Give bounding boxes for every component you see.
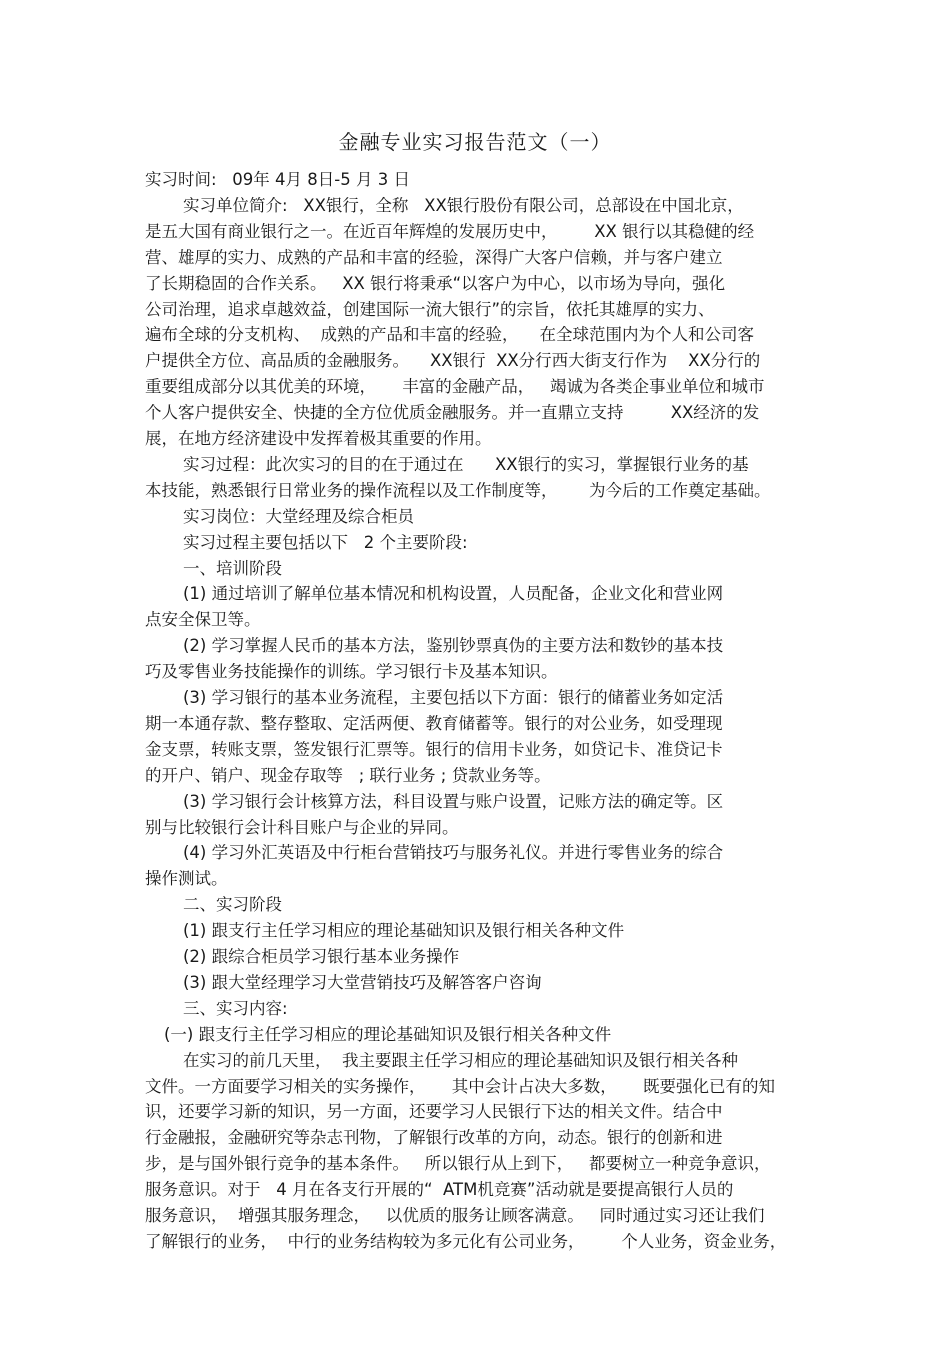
document-line: 巧及零售业务技能操作的训练。学习银行卡及基本知识。 <box>145 662 558 682</box>
document-line: 了解银行的业务， 中行的业务结构较为多元化有公司业务， 个人业务，资金业务， <box>145 1231 787 1251</box>
document-line: (1) 通过培训了解单位基本情况和机构设置，人员配备，企业文化和营业网 <box>183 584 724 604</box>
document-line: 个人客户提供安全、快捷的全方位优质金融服务。并一直鼎立支持 XX经济的发 <box>145 403 760 423</box>
document-line: 了长期稳固的合作关系。 XX 银行将秉承“以客户为中心，以市场为导向，强化 <box>145 273 726 293</box>
document-line: 三、实习内容: <box>183 998 288 1018</box>
document-line: 服务意识， 增强其服务理念， 以优质的服务让顾客满意。 同时通过实习还让我们 <box>145 1206 765 1225</box>
document-line: 是五大国有商业银行之一。在近百年辉煌的发展历史中， XX 银行以其稳健的经 <box>145 221 755 241</box>
document-line: 步，是与国外银行竞争的基本条件。 所以银行从上到下， 都要树立一种竞争意识， <box>145 1154 771 1174</box>
document-line: 点安全保卫等。 <box>145 610 261 630</box>
document-line: (3) 跟大堂经理学习大堂营销技巧及解答客户咨询 <box>183 972 542 992</box>
document-line: (3) 学习银行会计核算方法，科目设置与账户设置，记账方法的确定等。区 <box>183 791 724 811</box>
document-line: 行金融报，金融研究等杂志刊物，了解银行改革的方向，动态。银行的创新和进 <box>145 1128 723 1148</box>
document-line: 实习过程主要包括以下 2 个主要阶段: <box>183 532 468 552</box>
document-line: 操作测试。 <box>145 869 228 889</box>
document-line: 实习时间: 09年 4月 8日-5 月 3 日 <box>145 170 410 189</box>
document-line: 遍布全球的分支机构、 成熟的产品和丰富的经验， 在全球范围内为个人和公司客 <box>145 325 754 345</box>
document-line: 期一本通存款、整存整取、定活两便、教育储蓄等。银行的对公业务，如受理现 <box>145 713 723 733</box>
document-line: (一) 跟支行主任学习相应的理论基础知识及银行相关各种文件 <box>164 1024 612 1044</box>
document-line: (4) 学习外汇英语及中行柜台营销技巧与服务礼仪。并进行零售业务的综合 <box>183 843 724 863</box>
document-line: 一、培训阶段 <box>183 558 282 578</box>
document-line: (2) 跟综合柜员学习银行基本业务操作 <box>183 947 460 966</box>
document-line: 户提供全方位、高品质的金融服务。 XX银行 XX分行西大街支行作为 XX分行的 <box>145 351 761 371</box>
document-line: (3) 学习银行的基本业务流程，主要包括以下方面：银行的储蓄业务如定活 <box>183 688 724 707</box>
document-title: 金融专业实习报告范文（一） <box>338 130 612 154</box>
document-line: 重要组成部分以其优美的环境， 丰富的金融产品， 竭诚为各类企事业单位和城市 <box>145 377 765 397</box>
document-line: 公司治理，追求卓越效益，创建国际一流大银行”的宗旨，依托其雄厚的实力、 <box>145 299 715 319</box>
document-line: (1) 跟支行主任学习相应的理论基础知识及银行相关各种文件 <box>183 921 625 941</box>
document-line: 服务意识。对于 4 月在各支行开展的“ ATM机竞赛”活动就是要提高银行人员的 <box>145 1180 734 1200</box>
document-line: 在实习的前几天里， 我主要跟主任学习相应的理论基础知识及银行相关各种 <box>183 1050 738 1070</box>
document-line: 实习过程：此次实习的目的在于通过在 XX银行的实习，掌握银行业务的基 <box>183 454 749 474</box>
document-line: 二、实习阶段 <box>183 895 282 915</box>
document-line: 本技能，熟悉银行日常业务的操作流程以及工作制度等， 为今后的工作奠定基础。 <box>145 480 771 500</box>
document-line: 文件。一方面要学习相关的实务操作， 其中会计占决大多数， 既要强化已有的知 <box>145 1076 775 1096</box>
document-line: 实习岗位：大堂经理及综合柜员 <box>183 506 414 526</box>
document-line: 实习单位简介: XX银行，全称 XX银行股份有限公司，总部设在中国北京， <box>183 195 744 215</box>
document-line: 营、雄厚的实力、成熟的产品和丰富的经验，深得广大客户信赖，并与客户建立 <box>145 247 723 267</box>
document-line: 别与比较银行会计科目账户与企业的异同。 <box>145 817 459 837</box>
document-line: 金支票，转账支票，签发银行汇票等。银行的信用卡业务，如贷记卡、准贷记卡 <box>145 739 723 759</box>
document-line: 展，在地方经济建设中发挥着极其重要的作用。 <box>145 429 492 448</box>
document-line: 的开户、销户、现金存取等 ; 联行业务 ; 贷款业务等。 <box>145 765 551 785</box>
document-line: (2) 学习掌握人民币的基本方法，鉴别钞票真伪的主要方法和数钞的基本技 <box>183 636 724 656</box>
document-line: 识，还要学习新的知识，另一方面，还要学习人民银行下达的相关文件。结合中 <box>145 1102 723 1122</box>
